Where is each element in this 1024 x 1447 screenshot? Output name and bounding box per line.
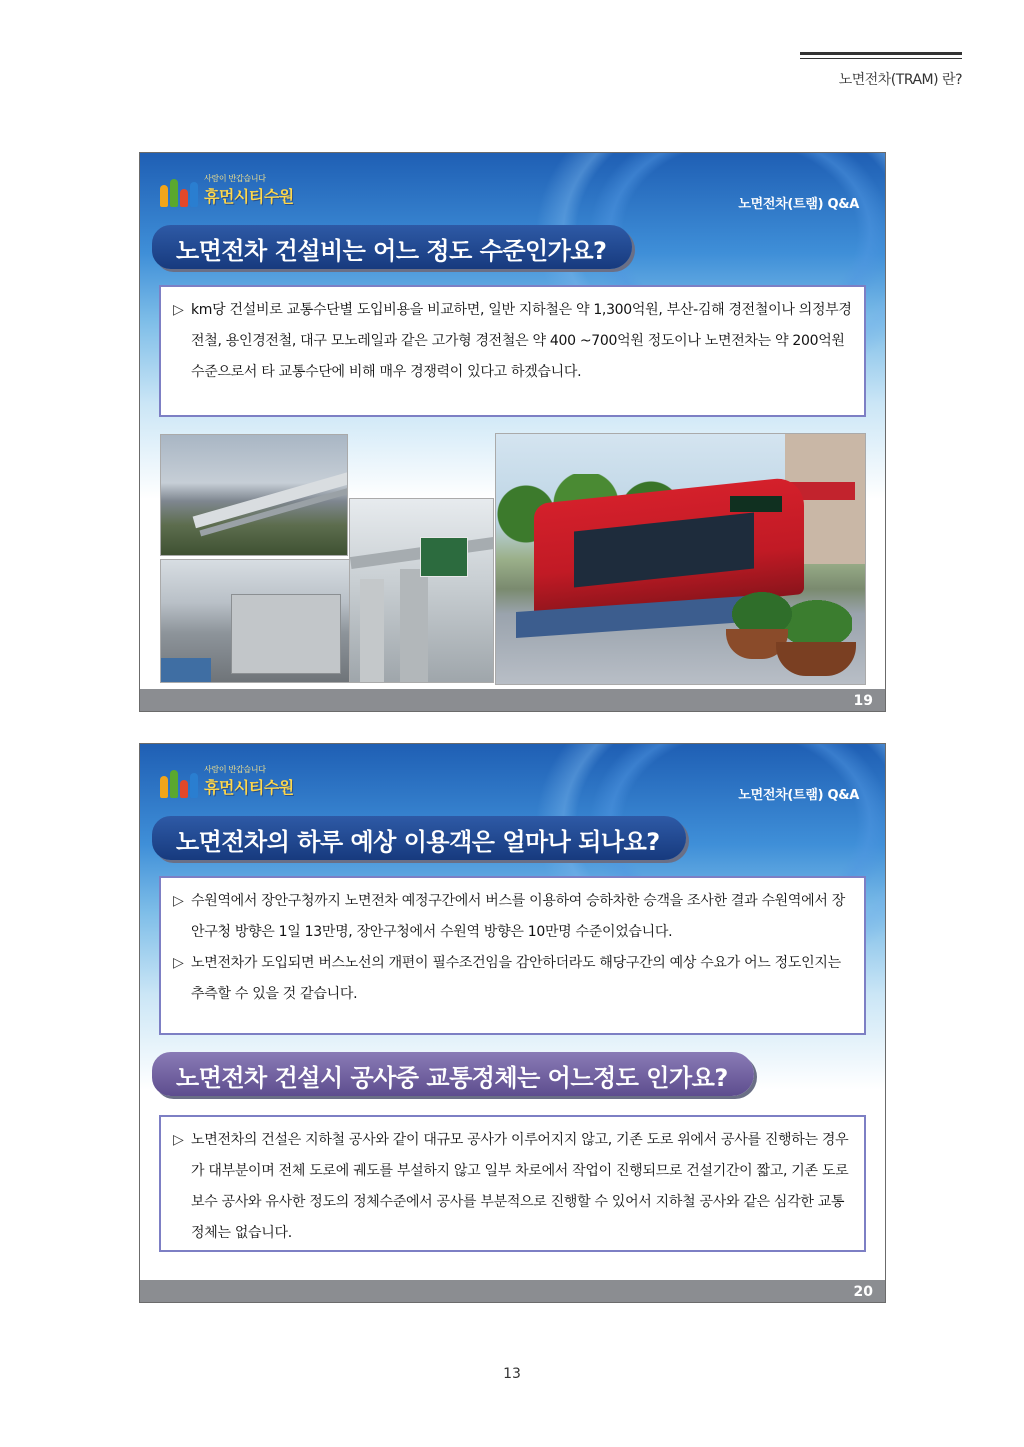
answer-text: 노면전차가 도입되면 버스노선의 개편이 필수조건임을 감안하더라도 해당구간의 예상 수요가 어느 정도인지는 추측할 수 있을 것 같습니다. — [191, 955, 841, 1002]
header-rule-thick — [800, 52, 962, 55]
answer-text: km당 건설비로 교통수단별 도입비용을 비교하면, 일반 지하철은 약 1,300억원, 부산-김해 경전철이나 의정부경전철, 용인경전철, 대구 모노레일과 같은 고가형 경전철은 약 400 ~700억원 정도이나 노면전차는 약 200억원 수준으로서 타 교통수단에 비해 매우 경쟁력이 있다고 하겠습니다. — [191, 302, 852, 380]
page-header — [800, 52, 962, 89]
slide-number: 20 — [853, 1284, 873, 1300]
slide-footer-bar — [140, 1280, 885, 1302]
section-tag: 노면전차(트램) Q&A — [738, 788, 859, 803]
answer-bullet — [173, 295, 852, 388]
answer-box — [159, 285, 866, 417]
section-tag: 노면전차(트램) Q&A — [738, 197, 859, 212]
question-title: 노면전차 건설비는 어느 정도 수준인가요? — [152, 225, 632, 269]
red-tram-photo — [495, 433, 866, 685]
monorail-pillar-photo — [349, 498, 494, 683]
slide-19 — [139, 152, 886, 712]
city-logo — [160, 173, 294, 207]
logo-slogan: 사람이 반갑습니다 — [204, 174, 266, 183]
slide-number: 19 — [853, 693, 873, 709]
answer-box — [159, 876, 866, 1035]
question-title: 노면전차 건설시 공사중 교통정체는 어느정도 인가요? — [152, 1052, 754, 1096]
slide-20 — [139, 743, 886, 1303]
answer-bullet — [173, 948, 852, 1010]
answer-text: 노면전차의 건설은 지하철 공사와 같이 대규모 공사가 이루어지지 않고, 기존 도로 위에서 공사를 진행하는 경우가 대부분이며 전체 도로에 궤도를 부설하지 않고 일부 차로에서 작업이 진행되므로 건설기간이 짧고, 기존 도로 보수 공사와 유사한 정도의 정체수준에서 공사를 부분적으로 진행할 수 있어서 지하철 공사와 같은 심각한 교통정체는 없습니다. — [191, 1132, 849, 1241]
logo-slogan: 사람이 반갑습니다 — [204, 765, 266, 774]
bullet-arrow-icon: ▷ — [173, 955, 184, 971]
logo-figures-icon — [160, 177, 200, 207]
answer-bullet — [173, 886, 852, 948]
page-number: 13 — [503, 1366, 521, 1382]
monorail-station-photo — [160, 559, 350, 683]
monorail-aerial-photo — [160, 434, 348, 556]
tram-destination-display — [730, 496, 782, 512]
question-title: 노면전차의 하루 예상 이용객은 얼마나 되나요? — [152, 816, 686, 860]
document-title: 노면전차(TRAM) 란? — [838, 72, 962, 88]
logo-name: 휴먼시티수원 — [204, 187, 294, 206]
bullet-arrow-icon: ▷ — [173, 302, 184, 318]
logo-name: 휴먼시티수원 — [204, 778, 294, 797]
answer-box — [159, 1115, 866, 1252]
bullet-arrow-icon: ▷ — [173, 893, 184, 909]
header-rule-thin — [800, 58, 962, 59]
answer-bullet — [173, 1125, 852, 1249]
logo-figures-icon — [160, 768, 200, 798]
slide-footer-bar — [140, 689, 885, 711]
bullet-arrow-icon: ▷ — [173, 1132, 184, 1148]
city-logo — [160, 764, 294, 798]
answer-text: 수원역에서 장안구청까지 노면전차 예정구간에서 버스를 이용하여 승하차한 승객을 조사한 결과 수원역에서 장안구청 방향은 1일 13만명, 장안구청에서 수원역 방향은 10만명 수준이었습니다. — [191, 893, 845, 940]
